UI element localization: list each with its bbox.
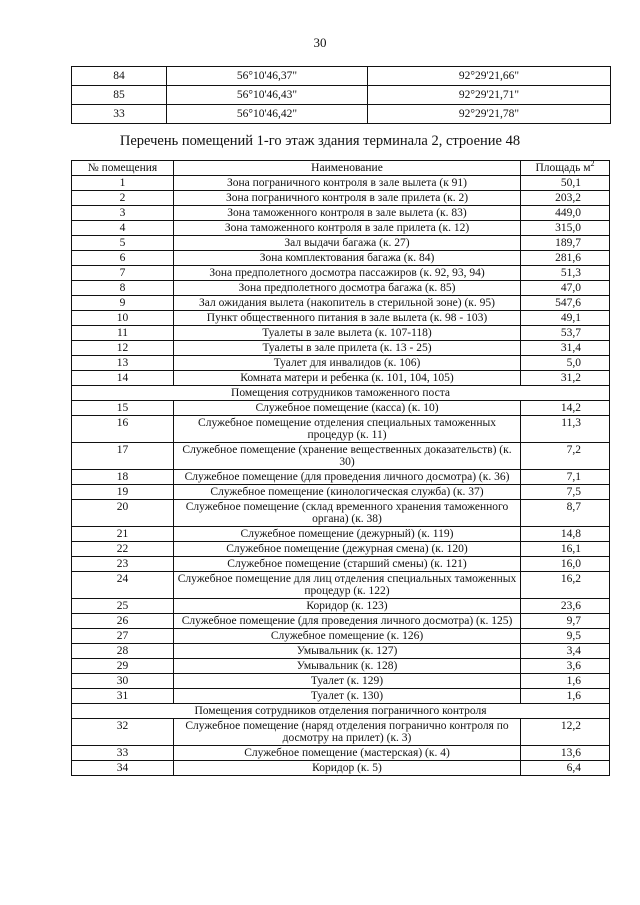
- table-row: [72, 674, 610, 689]
- section-row: [72, 386, 610, 401]
- room-number: 8: [72, 281, 174, 296]
- room-number: 21: [72, 527, 174, 542]
- room-name: Служебное помещение (касса) (к. 10): [174, 401, 521, 416]
- room-number: 4: [72, 221, 174, 236]
- room-area: 31,2: [521, 371, 610, 386]
- table-row: [72, 689, 610, 704]
- room-name: Умывальник (к. 127): [174, 644, 521, 659]
- room-number: 26: [72, 614, 174, 629]
- room-name: Служебное помещение для лиц отделения специальных таможенных процедур (к. 122): [174, 572, 521, 599]
- room-number: 14: [72, 371, 174, 386]
- room-area: 14,2: [521, 401, 610, 416]
- room-area: 16,0: [521, 557, 610, 572]
- room-number: 30: [72, 674, 174, 689]
- table-row: [72, 761, 610, 776]
- room-area: 315,0: [521, 221, 610, 236]
- room-name: Коридор (к. 123): [174, 599, 521, 614]
- table-row: [72, 311, 610, 326]
- room-name: Служебное помещение (старший смены) (к. 121): [174, 557, 521, 572]
- table-row: [72, 401, 610, 416]
- room-name: Служебное помещение (кинологическая служба) (к. 37): [174, 485, 521, 500]
- room-number: 10: [72, 311, 174, 326]
- room-number: 29: [72, 659, 174, 674]
- room-number: 15: [72, 401, 174, 416]
- room-area: 189,7: [521, 236, 610, 251]
- header-name: Наименование: [174, 161, 521, 176]
- table-row: [72, 644, 610, 659]
- table-row: [72, 542, 610, 557]
- room-name: Служебное помещение (дежурная смена) (к. 120): [174, 542, 521, 557]
- table-row: [72, 236, 610, 251]
- table-row: [72, 500, 610, 527]
- room-area: 11,3: [521, 416, 610, 443]
- table-row: [72, 746, 610, 761]
- room-area: 12,2: [521, 719, 610, 746]
- table-row: [72, 296, 610, 311]
- room-area: 7,5: [521, 485, 610, 500]
- room-number: 16: [72, 416, 174, 443]
- table-row: [72, 206, 610, 221]
- coords-point-number: 85: [72, 86, 167, 105]
- table-row: [72, 629, 610, 644]
- coords-longitude: 92°29'21,78": [368, 105, 611, 124]
- table-row: [72, 659, 610, 674]
- table-row: [72, 371, 610, 386]
- page-number: 30: [313, 35, 327, 50]
- room-name: Зал выдачи багажа (к. 27): [174, 236, 521, 251]
- room-name: Зона пограничного контроля в зале прилета (к. 2): [174, 191, 521, 206]
- room-name: Туалет (к. 130): [174, 689, 521, 704]
- room-number: 34: [72, 761, 174, 776]
- room-number: 33: [72, 746, 174, 761]
- room-area: 23,6: [521, 599, 610, 614]
- room-area: 6,4: [521, 761, 610, 776]
- room-name: Зона предполетного досмотра пассажиров (к. 92, 93, 94): [174, 266, 521, 281]
- room-number: 18: [72, 470, 174, 485]
- room-number: 32: [72, 719, 174, 746]
- room-number: 12: [72, 341, 174, 356]
- document-title: Перечень помещений 1-го этаж здания терминала 2, строение 48: [119, 133, 521, 149]
- room-name: Служебное помещение (склад временного хранения таможенного органа) (к. 38): [174, 500, 521, 527]
- coords-row: [72, 86, 611, 105]
- room-area: 51,3: [521, 266, 610, 281]
- room-number: 22: [72, 542, 174, 557]
- table-row: [72, 572, 610, 599]
- table-row: [72, 527, 610, 542]
- room-area: 16,1: [521, 542, 610, 557]
- header-area: [521, 161, 610, 176]
- room-area: 449,0: [521, 206, 610, 221]
- coords-point-number: 84: [72, 67, 167, 86]
- room-area: 14,8: [521, 527, 610, 542]
- table-row: [72, 485, 610, 500]
- room-number: 23: [72, 557, 174, 572]
- table-row: [72, 356, 610, 371]
- room-number: 1: [72, 176, 174, 191]
- table-row: [72, 614, 610, 629]
- room-number: 31: [72, 689, 174, 704]
- coords-row: [72, 105, 611, 124]
- rooms-table-header: [72, 161, 610, 176]
- room-area: 47,0: [521, 281, 610, 296]
- room-area: 16,2: [521, 572, 610, 599]
- room-name: Служебное помещение (хранение вещественных доказательств) (к. 30): [174, 443, 521, 470]
- header-room-number: № помещения: [72, 161, 174, 176]
- table-row: [72, 719, 610, 746]
- table-row: [72, 281, 610, 296]
- header-area-sup: 2: [590, 159, 595, 169]
- coords-point-number: 33: [72, 105, 167, 124]
- room-area: 281,6: [521, 251, 610, 266]
- room-name: Служебное помещение (для проведения личного досмотра) (к. 36): [174, 470, 521, 485]
- header-area-label: Площадь м: [535, 162, 591, 174]
- room-number: 11: [72, 326, 174, 341]
- room-number: 20: [72, 500, 174, 527]
- room-area: 203,2: [521, 191, 610, 206]
- room-name: Туалеты в зале вылета (к. 107-118): [174, 326, 521, 341]
- room-number: 7: [72, 266, 174, 281]
- room-name: Комната матери и ребенка (к. 101, 104, 105): [174, 371, 521, 386]
- table-row: [72, 176, 610, 191]
- table-row: [72, 191, 610, 206]
- room-name: Служебное помещение (к. 126): [174, 629, 521, 644]
- room-name: Зал ожидания вылета (накопитель в стерильной зоне) (к. 95): [174, 296, 521, 311]
- room-area: 3,6: [521, 659, 610, 674]
- room-number: 9: [72, 296, 174, 311]
- coords-latitude: 56°10'46,37": [167, 67, 368, 86]
- room-number: 13: [72, 356, 174, 371]
- table-row: [72, 599, 610, 614]
- room-area: 49,1: [521, 311, 610, 326]
- room-area: 53,7: [521, 326, 610, 341]
- coords-latitude: 56°10'46,42": [167, 105, 368, 124]
- room-number: 3: [72, 206, 174, 221]
- room-number: 28: [72, 644, 174, 659]
- room-name: Туалет для инвалидов (к. 106): [174, 356, 521, 371]
- room-area: 7,2: [521, 443, 610, 470]
- room-area: 8,7: [521, 500, 610, 527]
- room-number: 2: [72, 191, 174, 206]
- room-name: Служебное помещение (мастерская) (к. 4): [174, 746, 521, 761]
- table-row: [72, 470, 610, 485]
- room-number: 17: [72, 443, 174, 470]
- room-name: Туалеты в зале прилета (к. 13 - 25): [174, 341, 521, 356]
- table-row: [72, 251, 610, 266]
- room-name: Туалет (к. 129): [174, 674, 521, 689]
- room-area: 1,6: [521, 674, 610, 689]
- coordinates-table: [71, 66, 611, 124]
- room-area: 13,6: [521, 746, 610, 761]
- table-row: [72, 443, 610, 470]
- room-name: Коридор (к. 5): [174, 761, 521, 776]
- room-name: Зона предполетного досмотра багажа (к. 85): [174, 281, 521, 296]
- room-area: 3,4: [521, 644, 610, 659]
- section-title: Помещения сотрудников таможенного поста: [72, 386, 610, 401]
- coords-longitude: 92°29'21,71": [368, 86, 611, 105]
- room-area: 547,6: [521, 296, 610, 311]
- table-row: [72, 341, 610, 356]
- table-row: [72, 326, 610, 341]
- room-number: 27: [72, 629, 174, 644]
- room-name: Пункт общественного питания в зале вылета (к. 98 - 103): [174, 311, 521, 326]
- room-number: 25: [72, 599, 174, 614]
- room-area: 9,7: [521, 614, 610, 629]
- rooms-table: [71, 160, 610, 776]
- room-number: 5: [72, 236, 174, 251]
- coords-row: [72, 67, 611, 86]
- table-row: [72, 557, 610, 572]
- room-name: Служебное помещение (дежурный) (к. 119): [174, 527, 521, 542]
- room-area: 1,6: [521, 689, 610, 704]
- room-number: 19: [72, 485, 174, 500]
- table-row: [72, 221, 610, 236]
- room-number: 6: [72, 251, 174, 266]
- room-name: Зона таможенного контроля в зале вылета (к. 83): [174, 206, 521, 221]
- coords-longitude: 92°29'21,66": [368, 67, 611, 86]
- room-area: 50,1: [521, 176, 610, 191]
- table-row: [72, 416, 610, 443]
- room-number: 24: [72, 572, 174, 599]
- room-area: 5,0: [521, 356, 610, 371]
- room-area: 31,4: [521, 341, 610, 356]
- coords-latitude: 56°10'46,43": [167, 86, 368, 105]
- table-row: [72, 266, 610, 281]
- section-row: [72, 704, 610, 719]
- room-name: Зона таможенного контроля в зале прилета (к. 12): [174, 221, 521, 236]
- room-name: Служебное помещение отделения специальных таможенных процедур (к. 11): [174, 416, 521, 443]
- room-area: 9,5: [521, 629, 610, 644]
- room-name: Умывальник (к. 128): [174, 659, 521, 674]
- room-name: Служебное помещение (наряд отделения погранично контроля по досмотру на прилет) (к. 3): [174, 719, 521, 746]
- room-area: 7,1: [521, 470, 610, 485]
- room-name: Служебное помещение (для проведения личного досмотра) (к. 125): [174, 614, 521, 629]
- room-name: Зона комплектования багажа (к. 84): [174, 251, 521, 266]
- room-name: Зона пограничного контроля в зале вылета (к 91): [174, 176, 521, 191]
- section-title: Помещения сотрудников отделения пограничного контроля: [72, 704, 610, 719]
